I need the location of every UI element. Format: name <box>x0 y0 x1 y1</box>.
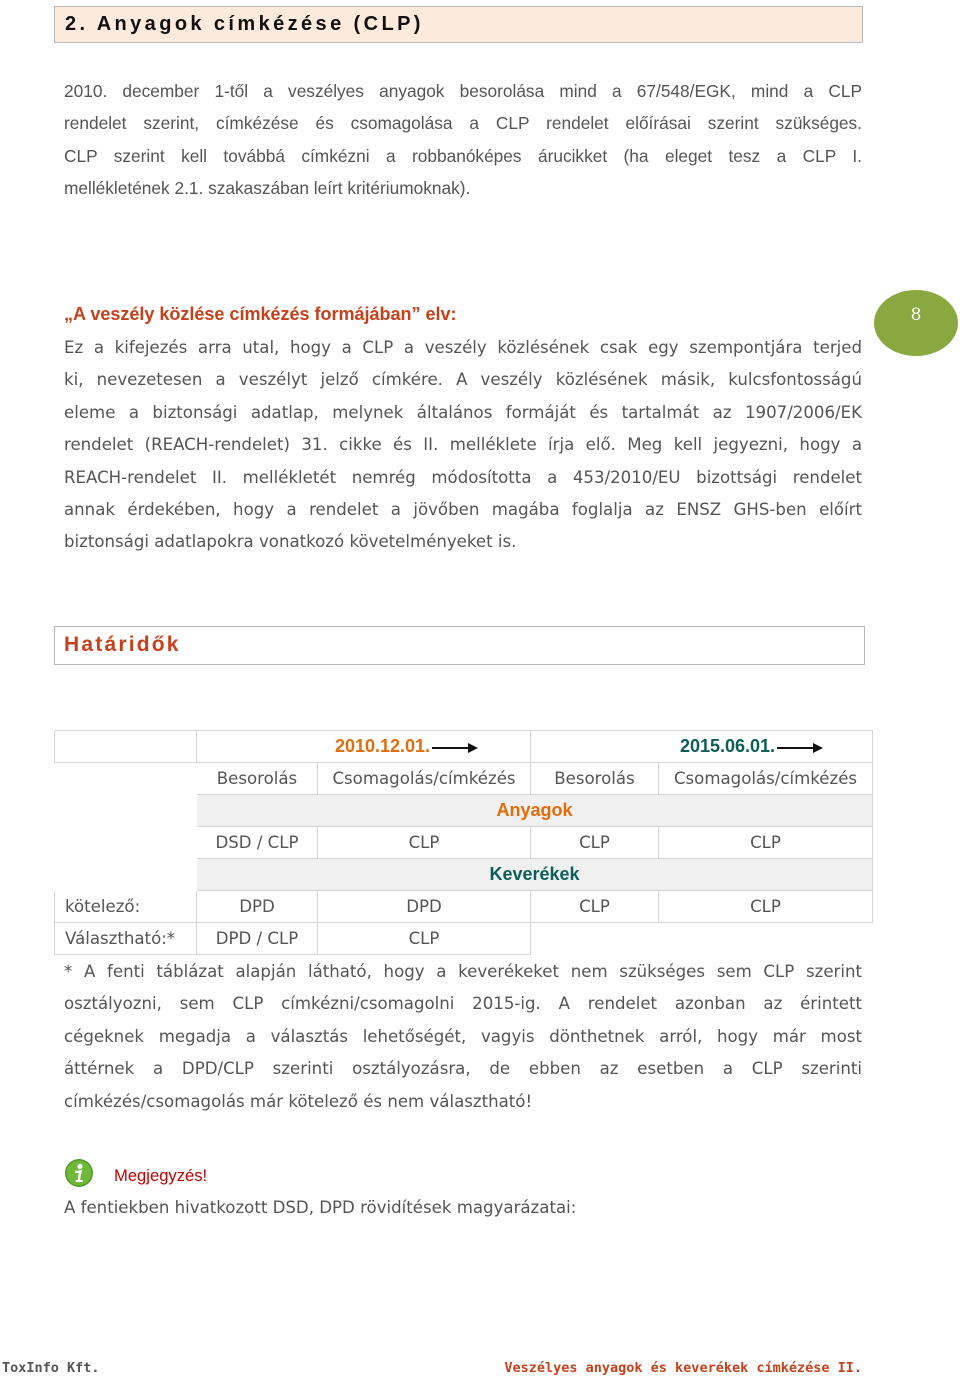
note-label: Megjegyzés! <box>114 1166 208 1185</box>
abbreviations-line: A fentiekben hivatkozott DSD, DPD rövidítések magyarázatai: <box>64 1198 577 1217</box>
body-line: annak érdekében, hogy a rendelet a jövőben magába foglalja az ENSZ GHS-ben előírt <box>64 500 862 520</box>
footer-document-title: Veszélyes anyagok és keverékek címkézése II. <box>504 1360 862 1376</box>
deadlines-heading-box <box>54 626 865 665</box>
footer-company: ToxInfo Kft. <box>2 1360 100 1376</box>
arrow-right-icon <box>432 742 478 754</box>
info-icon <box>64 1158 94 1188</box>
intro-paragraph <box>64 75 862 205</box>
group-label-cell <box>197 859 873 891</box>
body-paragraph <box>64 332 862 559</box>
table-row <box>55 763 873 795</box>
table-cell <box>531 923 659 955</box>
section-heading-box <box>54 6 863 43</box>
body-line: ki, nevezetesen a veszélyt jelző címkére. A veszély közlésének másik, kulcsfontosságú <box>64 370 862 390</box>
footnote-line: cégeknek megadja a választás lehetőségét, vagyis dönthetnek arról, hogy már most <box>64 1026 862 1046</box>
table-cell: CLP <box>531 891 659 923</box>
footnote-line: címkézés/csomagolás már kötelező és nem választható! <box>64 1091 533 1111</box>
table-cell: CLP <box>318 923 531 955</box>
table-cell <box>659 923 873 955</box>
date-cell-2010 <box>197 731 531 763</box>
table-cell: CLP <box>318 827 531 859</box>
table-cell <box>55 763 197 795</box>
group-label-anyagok: Anyagok <box>496 800 573 820</box>
table-cell: CLP <box>659 827 873 859</box>
row-label-optional: Választható:* <box>55 923 197 955</box>
principle-heading: „A veszély közlése címkézés formájában” elv: <box>64 304 457 324</box>
intro-line: rendelet szerint, címkézése és csomagolása a CLP rendelet előírásai szerint szükséges. <box>64 113 862 134</box>
table-cell: CLP <box>659 891 873 923</box>
group-label-cell <box>197 795 873 827</box>
deadlines-table <box>54 730 873 955</box>
footnote-line: osztályozni, sem CLP címkézni/csomagolni 2015-ig. A rendelet azonban az érintett <box>64 994 862 1014</box>
column-header: Csomagolás/címkézés <box>659 763 873 795</box>
table-cell: DSD / CLP <box>197 827 318 859</box>
row-label-mandatory: kötelező: <box>55 891 197 923</box>
section-heading: 2. Anyagok címkézése (CLP) <box>65 13 424 35</box>
page-number: 8 <box>910 305 922 325</box>
column-header: Besorolás <box>531 763 659 795</box>
table-cell <box>55 731 197 763</box>
table-row <box>55 827 873 859</box>
table-cell: DPD <box>318 891 531 923</box>
table-cell: CLP <box>531 827 659 859</box>
deadlines-heading: Határidők <box>64 633 181 656</box>
column-header: Csomagolás/címkézés <box>318 763 531 795</box>
arrow-right-icon <box>777 742 823 754</box>
footnote-line: áttérnek a DPD/CLP szerinti osztályozásra, de ebben az esetben a CLP szerinti <box>64 1059 862 1079</box>
table-cell: DPD / CLP <box>197 923 318 955</box>
page-number-badge <box>874 290 958 356</box>
body-line: eleme a biztonsági adatlap, melynek általános formáját és tartalmát az 1907/2006/EK <box>64 402 862 422</box>
group-label-keverekek: Keverékek <box>489 864 580 884</box>
table-cell <box>55 827 197 859</box>
table-cell <box>55 795 197 827</box>
body-line: biztonsági adatlapokra vonatkozó követelményeket is. <box>64 532 517 552</box>
intro-line: CLP szerint kell továbbá címkézni a robbanóképes árucikket (ha eleget tesz a CLP I. <box>64 145 862 166</box>
column-header: Besorolás <box>197 763 318 795</box>
footnote-paragraph <box>64 956 862 1118</box>
body-line: REACH-rendelet II. mellékletét nemrég módosította a 453/2010/EU bizottsági rendelet <box>64 467 862 487</box>
table-row <box>55 859 873 891</box>
intro-line: 2010. december 1-től a veszélyes anyagok besorolása mind a 67/548/EGK, mind a CLP <box>64 81 862 101</box>
table-cell: DPD <box>197 891 318 923</box>
table-row <box>55 795 873 827</box>
date-2015: 2015.06.01. <box>679 736 776 756</box>
body-line: Ez a kifejezés arra utal, hogy a CLP a veszély közlésének csak egy szempontjára terjed <box>64 338 862 357</box>
date-cell-2015 <box>531 731 873 763</box>
intro-line: mellékletének 2.1. szakaszában leírt kritériumoknak). <box>64 178 471 199</box>
table-cell <box>55 859 197 891</box>
footnote-line: * A fenti táblázat alapján látható, hogy a keverékeket nem szükséges sem CLP szerint <box>64 962 862 981</box>
date-2010: 2010.12.01. <box>334 736 431 756</box>
table-row <box>55 891 873 923</box>
table-row <box>55 731 873 763</box>
table-row <box>55 923 873 955</box>
body-line: rendelet (REACH-rendelet) 31. cikke és II. melléklete írja elő. Meg kell jegyezni, hogy a <box>64 435 862 455</box>
